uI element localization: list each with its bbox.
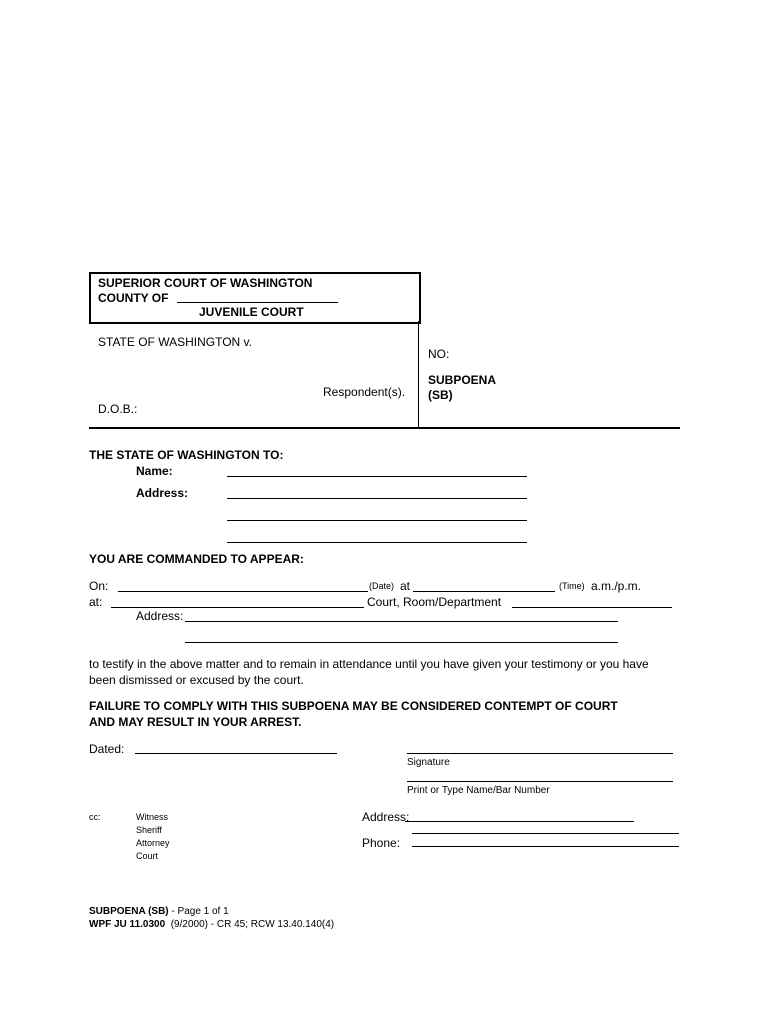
caption-vertical-divider [418,321,419,428]
document-title: SUBPOENA [428,373,497,387]
cc-label: cc: [89,812,101,822]
at-word: at [400,579,411,593]
dated-label: Dated: [89,742,125,756]
appear-address-label: Address: [136,609,184,623]
county-label: COUNTY OF [98,291,169,305]
state-v-label: STATE OF WASHINGTON v. [98,335,253,349]
county-blank-line [177,302,338,303]
phone-field[interactable] [412,846,679,847]
am-pm-label: a.m./p.m. [591,579,642,593]
print-name-label: Print or Type Name/Bar Number [407,785,550,796]
document-code: (SB) [428,388,453,402]
sig-address-field-1[interactable] [405,821,634,822]
signature-line[interactable] [407,753,673,754]
court-name-field[interactable] [111,607,364,608]
at-label: at: [89,595,103,609]
footer-form-bold: WPF JU 11.0300 [89,919,166,930]
case-number-label: NO: [428,347,450,361]
footer-page-info: - Page 1 of 1 [168,906,229,917]
footer-title [89,906,229,917]
sig-address-label: Address: [362,810,410,824]
warning-text-line2: AND MAY RESULT IN YOUR ARREST. [89,715,302,729]
juvenile-court-label: JUVENILE COURT [199,305,304,319]
on-label: On: [89,579,109,593]
signature-label: Signature [407,757,450,768]
print-name-line[interactable] [407,781,673,782]
phone-label: Phone: [362,836,401,850]
date-field[interactable] [118,591,368,592]
cc-attorney: Attorney [136,838,170,848]
address-field-1[interactable] [227,498,527,499]
cc-court: Court [136,851,159,861]
cc-witness: Witness [136,812,169,822]
name-label: Name: [136,464,173,478]
date-hint: (Date) [369,581,395,591]
court-name: SUPERIOR COURT OF WASHINGTON [98,276,313,290]
appear-address-field-1[interactable] [185,621,618,622]
respondents-label: Respondent(s). [323,385,406,399]
testify-text-line2: been dismissed or excused by the court. [89,673,304,687]
time-field[interactable] [413,591,555,592]
cc-sheriff: Sheriff [136,825,162,835]
room-department-field[interactable] [512,607,672,608]
appear-address-field-2[interactable] [185,642,618,643]
testify-text-line1: to testify in the above matter and to remain in attendance until you have given your testimony or you have [89,657,649,671]
address-label: Address: [136,486,189,500]
sig-address-field-2[interactable] [412,833,679,834]
address-field-2[interactable] [227,520,527,521]
time-hint: (Time) [559,581,585,591]
footer-form-info: (9/2000) - CR 45; RCW 13.40.140(4) [165,919,335,930]
warning-text-line1: FAILURE TO COMPLY WITH THIS SUBPOENA MAY BE CONSIDERED CONTEMPT OF COURT [89,699,618,713]
name-field[interactable] [227,476,527,477]
to-heading: THE STATE OF WASHINGTON TO: [89,448,284,462]
appear-heading: YOU ARE COMMANDED TO APPEAR: [89,552,304,566]
footer-form [89,919,334,930]
caption-bottom-rule [89,427,680,429]
dob-label: D.O.B.: [98,402,138,416]
address-field-3[interactable] [227,542,527,543]
dated-field[interactable] [135,753,337,754]
court-room-label: Court, Room/Department [367,595,502,609]
footer-title-bold: SUBPOENA (SB) [89,906,169,917]
